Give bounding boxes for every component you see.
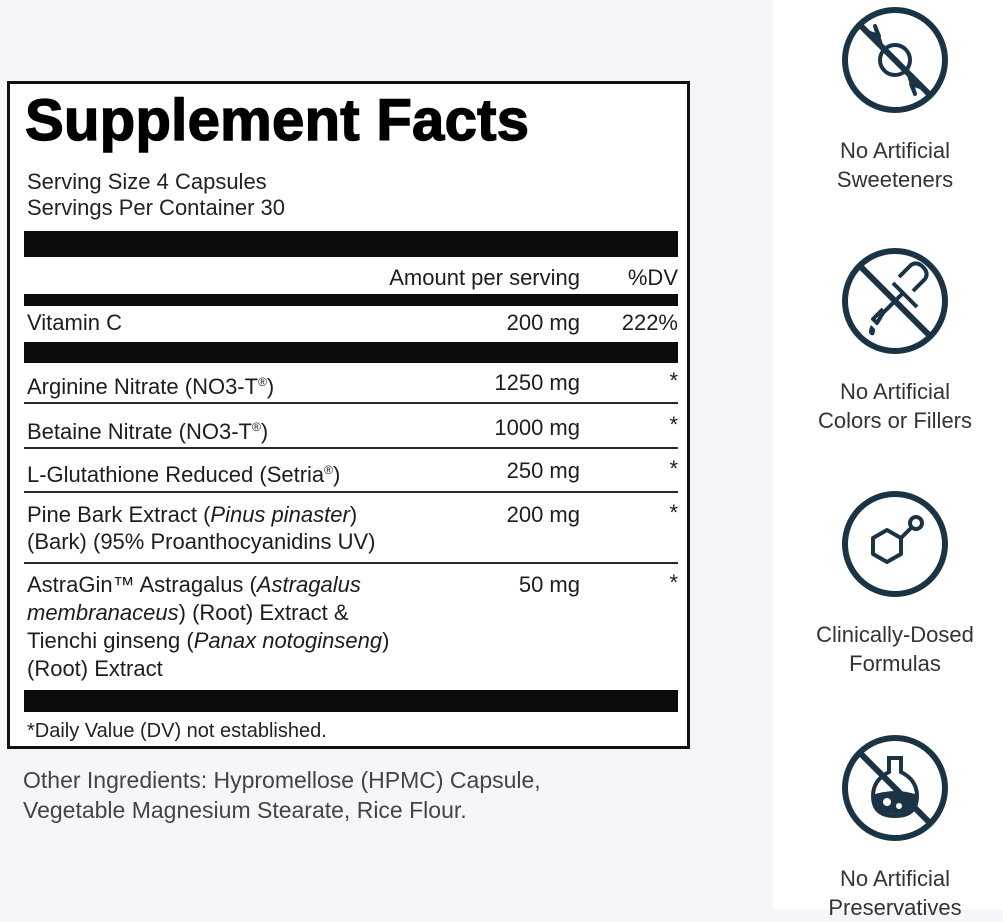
nutrient-name: Vitamin C xyxy=(27,310,122,335)
badge-label xyxy=(790,620,1000,678)
row-divider xyxy=(24,562,678,564)
nutrient-name: L-Glutathione Reduced (Setria®) xyxy=(27,462,341,487)
nutrient-name-line: Tienchi ginseng (Panax notoginseng) xyxy=(27,628,390,653)
no-flask-icon xyxy=(837,730,953,846)
nutrient-dv: * xyxy=(669,500,678,525)
badge-label xyxy=(790,136,1000,194)
badge-label-line: Preservatives xyxy=(828,895,962,920)
badge-label-line: No Artificial xyxy=(839,138,951,163)
nutrient-dv: 222% xyxy=(621,310,678,335)
nutrient-name: Arginine Nitrate (NO3-T®) xyxy=(27,374,275,399)
other-ingredients-line: Vegetable Magnesium Stearate, Rice Flour. xyxy=(23,797,467,823)
badge-label xyxy=(790,377,1000,435)
serving-size: Serving Size 4 Capsules xyxy=(27,169,267,194)
nutrient-name: AstraGin™ Astragalus (Astragalus xyxy=(27,572,361,597)
molecule-icon xyxy=(837,486,953,602)
badge-no-artificial-colors xyxy=(790,243,1000,435)
nutrient-dv: * xyxy=(669,456,678,481)
badge-label-line: No Artificial xyxy=(839,866,951,891)
nutrient-name: Betaine Nitrate (NO3-T®) xyxy=(27,419,269,444)
thick-divider xyxy=(24,690,678,712)
dv-footnote: *Daily Value (DV) not established. xyxy=(27,720,327,742)
badge-label-line: Colors or Fillers xyxy=(817,408,973,433)
row-divider xyxy=(24,402,678,404)
badge-label xyxy=(790,864,1000,922)
nutrient-dv: * xyxy=(669,368,678,393)
no-dropper-icon xyxy=(837,243,953,359)
nutrient-amount: 1000 mg xyxy=(494,415,580,440)
nutrient-dv: * xyxy=(669,570,678,595)
thick-divider xyxy=(24,342,678,363)
nutrient-name: Pine Bark Extract (Pinus pinaster) xyxy=(27,502,358,527)
badge-no-artificial-preservatives xyxy=(790,730,1000,922)
row-divider xyxy=(24,447,678,449)
servings-per-container: Servings Per Container 30 xyxy=(27,195,286,220)
badge-no-artificial-sweeteners xyxy=(790,2,1000,194)
badge-label-line: Formulas xyxy=(849,651,941,676)
nutrient-name-line: (Root) Extract xyxy=(27,656,163,681)
thick-divider xyxy=(24,231,678,257)
badge-label-line: Sweeteners xyxy=(836,167,954,192)
medium-divider xyxy=(24,294,678,306)
badge-label-line: Clinically-Dosed xyxy=(816,622,974,647)
supplement-facts-panel xyxy=(7,81,690,749)
nutrient-amount: 50 mg xyxy=(518,572,580,597)
other-ingredients xyxy=(23,765,663,825)
nutrient-dv: * xyxy=(669,412,678,437)
badge-clinically-dosed xyxy=(790,486,1000,678)
other-ingredients-line: Other Ingredients: Hypromellose (HPMC) Capsule, xyxy=(23,767,541,793)
row-divider xyxy=(24,491,678,493)
nutrient-amount: 1250 mg xyxy=(494,370,580,395)
nutrient-amount: 250 mg xyxy=(506,458,580,483)
nutrient-amount: 200 mg xyxy=(506,310,580,335)
amount-header: Amount per serving xyxy=(389,265,580,290)
no-candy-icon xyxy=(837,2,953,118)
nutrient-amount: 200 mg xyxy=(506,502,580,527)
badge-label-line: No Artificial xyxy=(839,379,951,404)
nutrient-name-line: (Bark) (95% Proanthocyanidins UV) xyxy=(27,529,376,554)
supplement-facts-title: Supplement Facts xyxy=(25,88,530,153)
dv-header: %DV xyxy=(627,265,678,290)
nutrient-name-line: membranaceus) (Root) Extract & xyxy=(27,600,349,625)
